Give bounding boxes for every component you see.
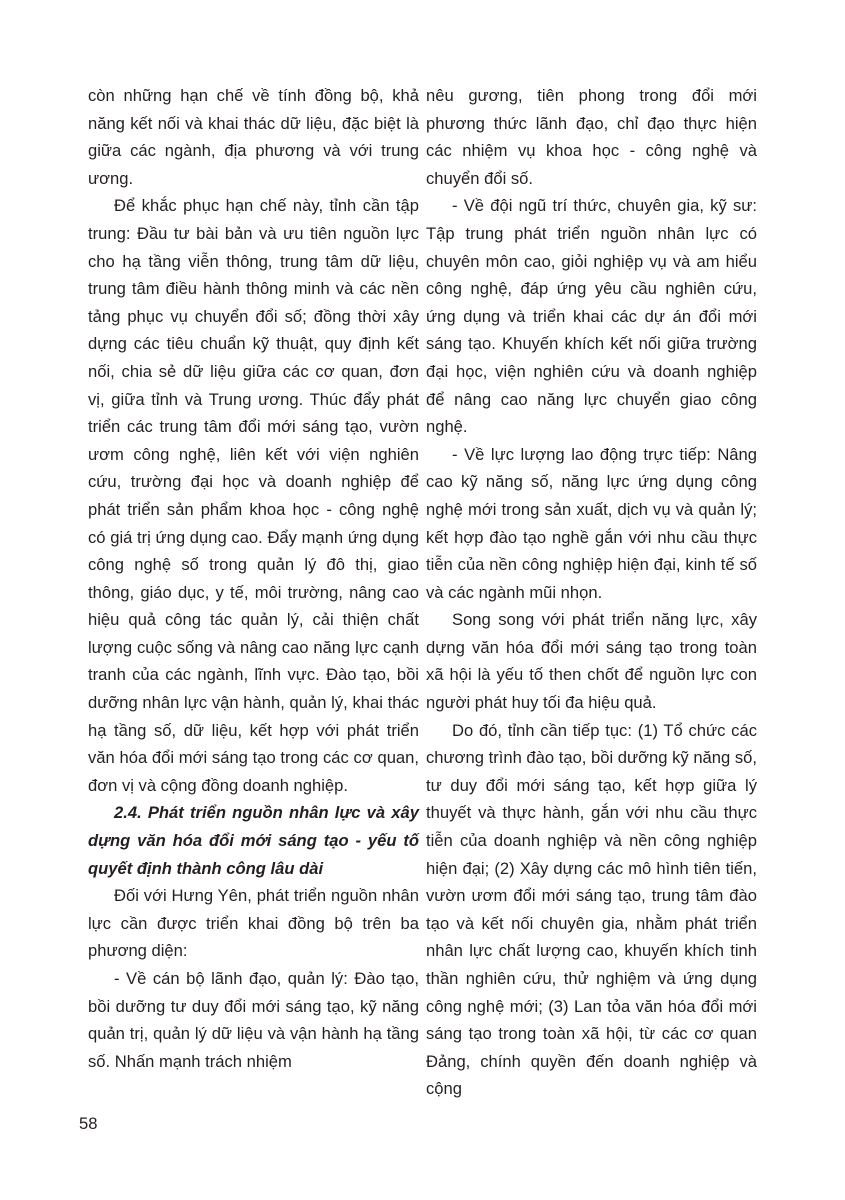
paragraph: - Về đội ngũ trí thức, chuyên gia, kỹ sư: Tập trung phát triển nguồn nhân lực có chuyên môn cao, giỏi nghiệp vụ và am hiểu công nghệ, đáp ứng yêu cầu nghiên cứu, ứng dụng và triển khai các dự án đổi mới sáng tạo. Khuyến khích kết nối giữa trường đại học, viện nghiên cứu và doanh nghiệp để nâng cao năng lực chuyển giao công nghệ. <box>426 196 757 437</box>
page-number: 58 <box>79 1114 98 1133</box>
section-heading: 2.4. Phát triển nguồn nhân lực và xây dựng văn hóa đổi mới sáng tạo - yếu tố quyết định thành công lâu dài <box>88 803 419 878</box>
paragraph: Để khắc phục hạn chế này, tỉnh cần tập trung: Đầu tư bài bản và ưu tiên nguồn lực cho hạ tầng viễn thông, trung tâm dữ liệu, trung tâm điều hành thông minh và các nền tảng phục vụ chuyển đổi số; đồng thời xây dựng các tiêu chuẩn kỹ thuật, quy định kết nối, chia sẻ dữ liệu giữa các cơ quan, đơn vị, giữa tỉnh và Trung ương. Thúc đẩy phát triển các trung tâm đổi mới sáng tạo, vườn ươm công nghệ, liên kết với viện nghiên cứu, trường đại học và doanh nghiệp để phát triển sản phẩm khoa học - công nghệ có giá trị ứng dụng cao. Đẩy mạnh ứng dụng công nghệ số trong quản lý đô thị, giao thông, giáo dục, y tế, môi trường, nâng cao hiệu quả công tác quản lý, cải thiện chất lượng cuộc sống và nâng cao năng lực cạnh tranh của các ngành, lĩnh vực. Đào tạo, bồi dưỡng nhân lực vận hành, quản lý, khai thác hạ tầng số, dữ liệu, kết hợp với phát triển văn hóa đổi mới sáng tạo trong các cơ quan, đơn vị và cộng đồng doanh nghiệp. <box>88 196 419 795</box>
paragraph: - Về cán bộ lãnh đạo, quản lý: Đào tạo, bồi dưỡng tư duy đổi mới sáng tạo, kỹ năng quản trị, quản lý dữ liệu và vận hành hạ tầng số. Nhấn mạnh trách nhiệm <box>88 969 419 1071</box>
paragraph: - Về lực lượng lao động trực tiếp: Nâng cao kỹ năng số, năng lực ứng dụng công nghệ mới trong sản xuất, dịch vụ và quản lý; kết hợp đào tạo nghề gắn với nhu cầu thực tiễn của nền công nghiệp hiện đại, kinh tế số và các ngành mũi nhọn. <box>426 444 757 602</box>
paragraph: Song song với phát triển năng lực, xây dựng văn hóa đổi mới sáng tạo trong toàn xã hội là yếu tố then chốt để nguồn lực con người phát huy tối đa hiệu quả. <box>426 610 757 713</box>
paragraph: nêu gương, tiên phong trong đổi mới phương thức lãnh đạo, chỉ đạo thực hiện các nhiệm vụ khoa học - công nghệ và chuyển đổi số. <box>426 86 757 188</box>
left-column <box>88 82 419 1075</box>
right-column <box>426 82 757 1103</box>
paragraph: còn những hạn chế về tính đồng bộ, khả năng kết nối và khai thác dữ liệu, đặc biệt là giữa các ngành, địa phương và với trung ương. <box>88 86 419 188</box>
paragraph: Đối với Hưng Yên, phát triển nguồn nhân lực cần được triển khai đồng bộ trên ba phương diện: <box>88 886 419 961</box>
paragraph: Do đó, tỉnh cần tiếp tục: (1) Tổ chức các chương trình đào tạo, bồi dưỡng kỹ năng số, tư duy đổi mới sáng tạo, kết hợp giữa lý thuyết và thực hành, gắn với nhu cầu thực tiễn của doanh nghiệp và nền công nghiệp hiện đại; (2) Xây dựng các mô hình tiên tiến, vườn ươm đổi mới sáng tạo, trung tâm đào tạo và kết nối chuyên gia, nhằm phát triển nhân lực chất lượng cao, khuyến khích tinh thần nghiên cứu, thử nghiệm và ứng dụng công nghệ mới; (3) Lan tỏa văn hóa đổi mới sáng tạo trong toàn xã hội, từ các cơ quan Đảng, chính quyền đến doanh nghiệp và cộng <box>426 720 757 1099</box>
